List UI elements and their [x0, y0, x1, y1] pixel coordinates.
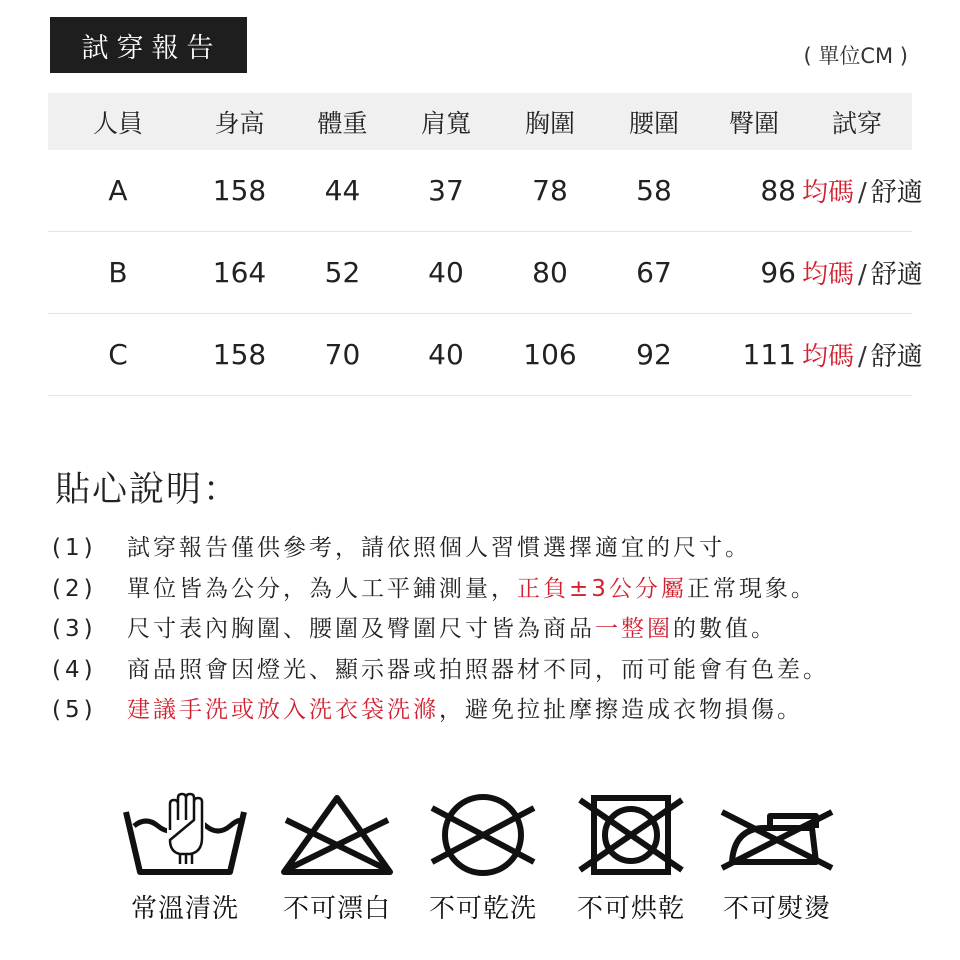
note-text: 單位皆為公分，為人工平鋪測量，	[127, 575, 517, 602]
notes-title: 貼心說明：	[55, 470, 241, 510]
cell-fit	[802, 232, 923, 314]
note-item	[52, 609, 829, 650]
no-iron-icon	[712, 790, 842, 880]
hand-wash-icon	[120, 790, 250, 880]
fit-report-table	[48, 93, 923, 396]
cell-fit	[802, 314, 923, 396]
col-header-height: 身高	[188, 93, 291, 150]
fit-feel: 舒適	[870, 260, 923, 290]
cell-weight: 44	[291, 150, 394, 232]
note-text: ，避免拉扯摩擦造成衣物損傷。	[439, 697, 803, 723]
note-index: (2)	[52, 575, 97, 602]
care-label: 常溫清洗	[130, 894, 239, 924]
fit-separator: /	[858, 178, 867, 208]
no-tumble-dry-icon	[566, 790, 696, 880]
note-text: 商品照會因燈光、顯示器或拍照器材不同，而可能會有色差。	[127, 656, 829, 683]
notes-list	[52, 528, 829, 731]
table-row	[48, 150, 912, 232]
note-item	[52, 650, 829, 691]
cell-person: B	[48, 232, 188, 314]
table-row	[48, 314, 912, 396]
note-text: 正常現象。	[686, 575, 817, 602]
note-item	[52, 569, 829, 610]
fit-size: 均碼	[802, 260, 855, 290]
cell-hip: 96	[706, 232, 802, 314]
note-index: (4)	[52, 656, 97, 683]
col-header-chest: 胸圍	[498, 93, 602, 150]
cell-chest: 106	[498, 314, 602, 396]
cell-hip: 88	[706, 150, 802, 232]
care-item-hand-wash	[120, 790, 250, 925]
fit-feel: 舒適	[870, 342, 923, 372]
cell-hip: 111	[706, 314, 802, 396]
cell-person: C	[48, 314, 188, 396]
cell-weight: 70	[291, 314, 394, 396]
col-header-fit: 試穿	[802, 93, 912, 150]
cell-height: 164	[188, 232, 291, 314]
cell-fit	[802, 150, 923, 232]
care-label: 不可乾洗	[428, 894, 537, 924]
no-dry-clean-icon	[418, 790, 548, 880]
note-item	[52, 690, 829, 731]
care-item-no-bleach	[272, 790, 402, 925]
note-text: 的數值。	[673, 616, 777, 642]
cell-shoulder: 40	[394, 314, 498, 396]
note-text-highlight: 一整圈	[595, 616, 673, 642]
cell-waist: 92	[602, 314, 706, 396]
fit-feel: 舒適	[870, 178, 923, 208]
cell-waist: 58	[602, 150, 706, 232]
fit-size: 均碼	[802, 342, 855, 372]
cell-height: 158	[188, 314, 291, 396]
care-item-no-tumble-dry	[566, 790, 696, 925]
cell-waist: 67	[602, 232, 706, 314]
cell-shoulder: 37	[394, 150, 498, 232]
note-index: (5)	[52, 697, 97, 723]
cell-chest: 78	[498, 150, 602, 232]
care-item-no-dry-clean	[418, 790, 548, 925]
care-label: 不可烘乾	[576, 894, 685, 924]
table-row	[48, 232, 912, 314]
care-item-no-iron	[712, 790, 842, 925]
report-title: 試穿報告	[50, 17, 247, 73]
note-text: 尺寸表內胸圍、腰圍及臀圍尺寸皆為商品	[127, 616, 595, 642]
no-bleach-icon	[272, 790, 402, 880]
care-instructions	[0, 790, 960, 940]
col-header-hip: 臀圍	[706, 93, 802, 150]
unit-note: ( 單位CM )	[803, 44, 908, 68]
note-item	[52, 528, 829, 569]
note-text-highlight: 正負±3公分屬	[517, 575, 687, 602]
table-header-row	[48, 93, 912, 150]
col-header-weight: 體重	[291, 93, 394, 150]
cell-shoulder: 40	[394, 232, 498, 314]
col-header-person: 人員	[48, 93, 188, 150]
fit-separator: /	[858, 342, 867, 372]
cell-person: A	[48, 150, 188, 232]
cell-chest: 80	[498, 232, 602, 314]
col-header-shoulder: 肩寬	[394, 93, 498, 150]
cell-weight: 52	[291, 232, 394, 314]
col-header-waist: 腰圍	[602, 93, 706, 150]
note-text: 試穿報告僅供參考，請依照個人習慣選擇適宜的尺寸。	[127, 535, 751, 561]
fit-size: 均碼	[802, 178, 855, 208]
note-text-highlight: 建議手洗或放入洗衣袋洗滌	[127, 697, 439, 723]
fit-separator: /	[858, 260, 867, 290]
cell-height: 158	[188, 150, 291, 232]
care-label: 不可漂白	[282, 894, 391, 924]
note-index: (1)	[52, 535, 97, 561]
care-label: 不可熨燙	[722, 894, 831, 924]
note-index: (3)	[52, 616, 97, 642]
